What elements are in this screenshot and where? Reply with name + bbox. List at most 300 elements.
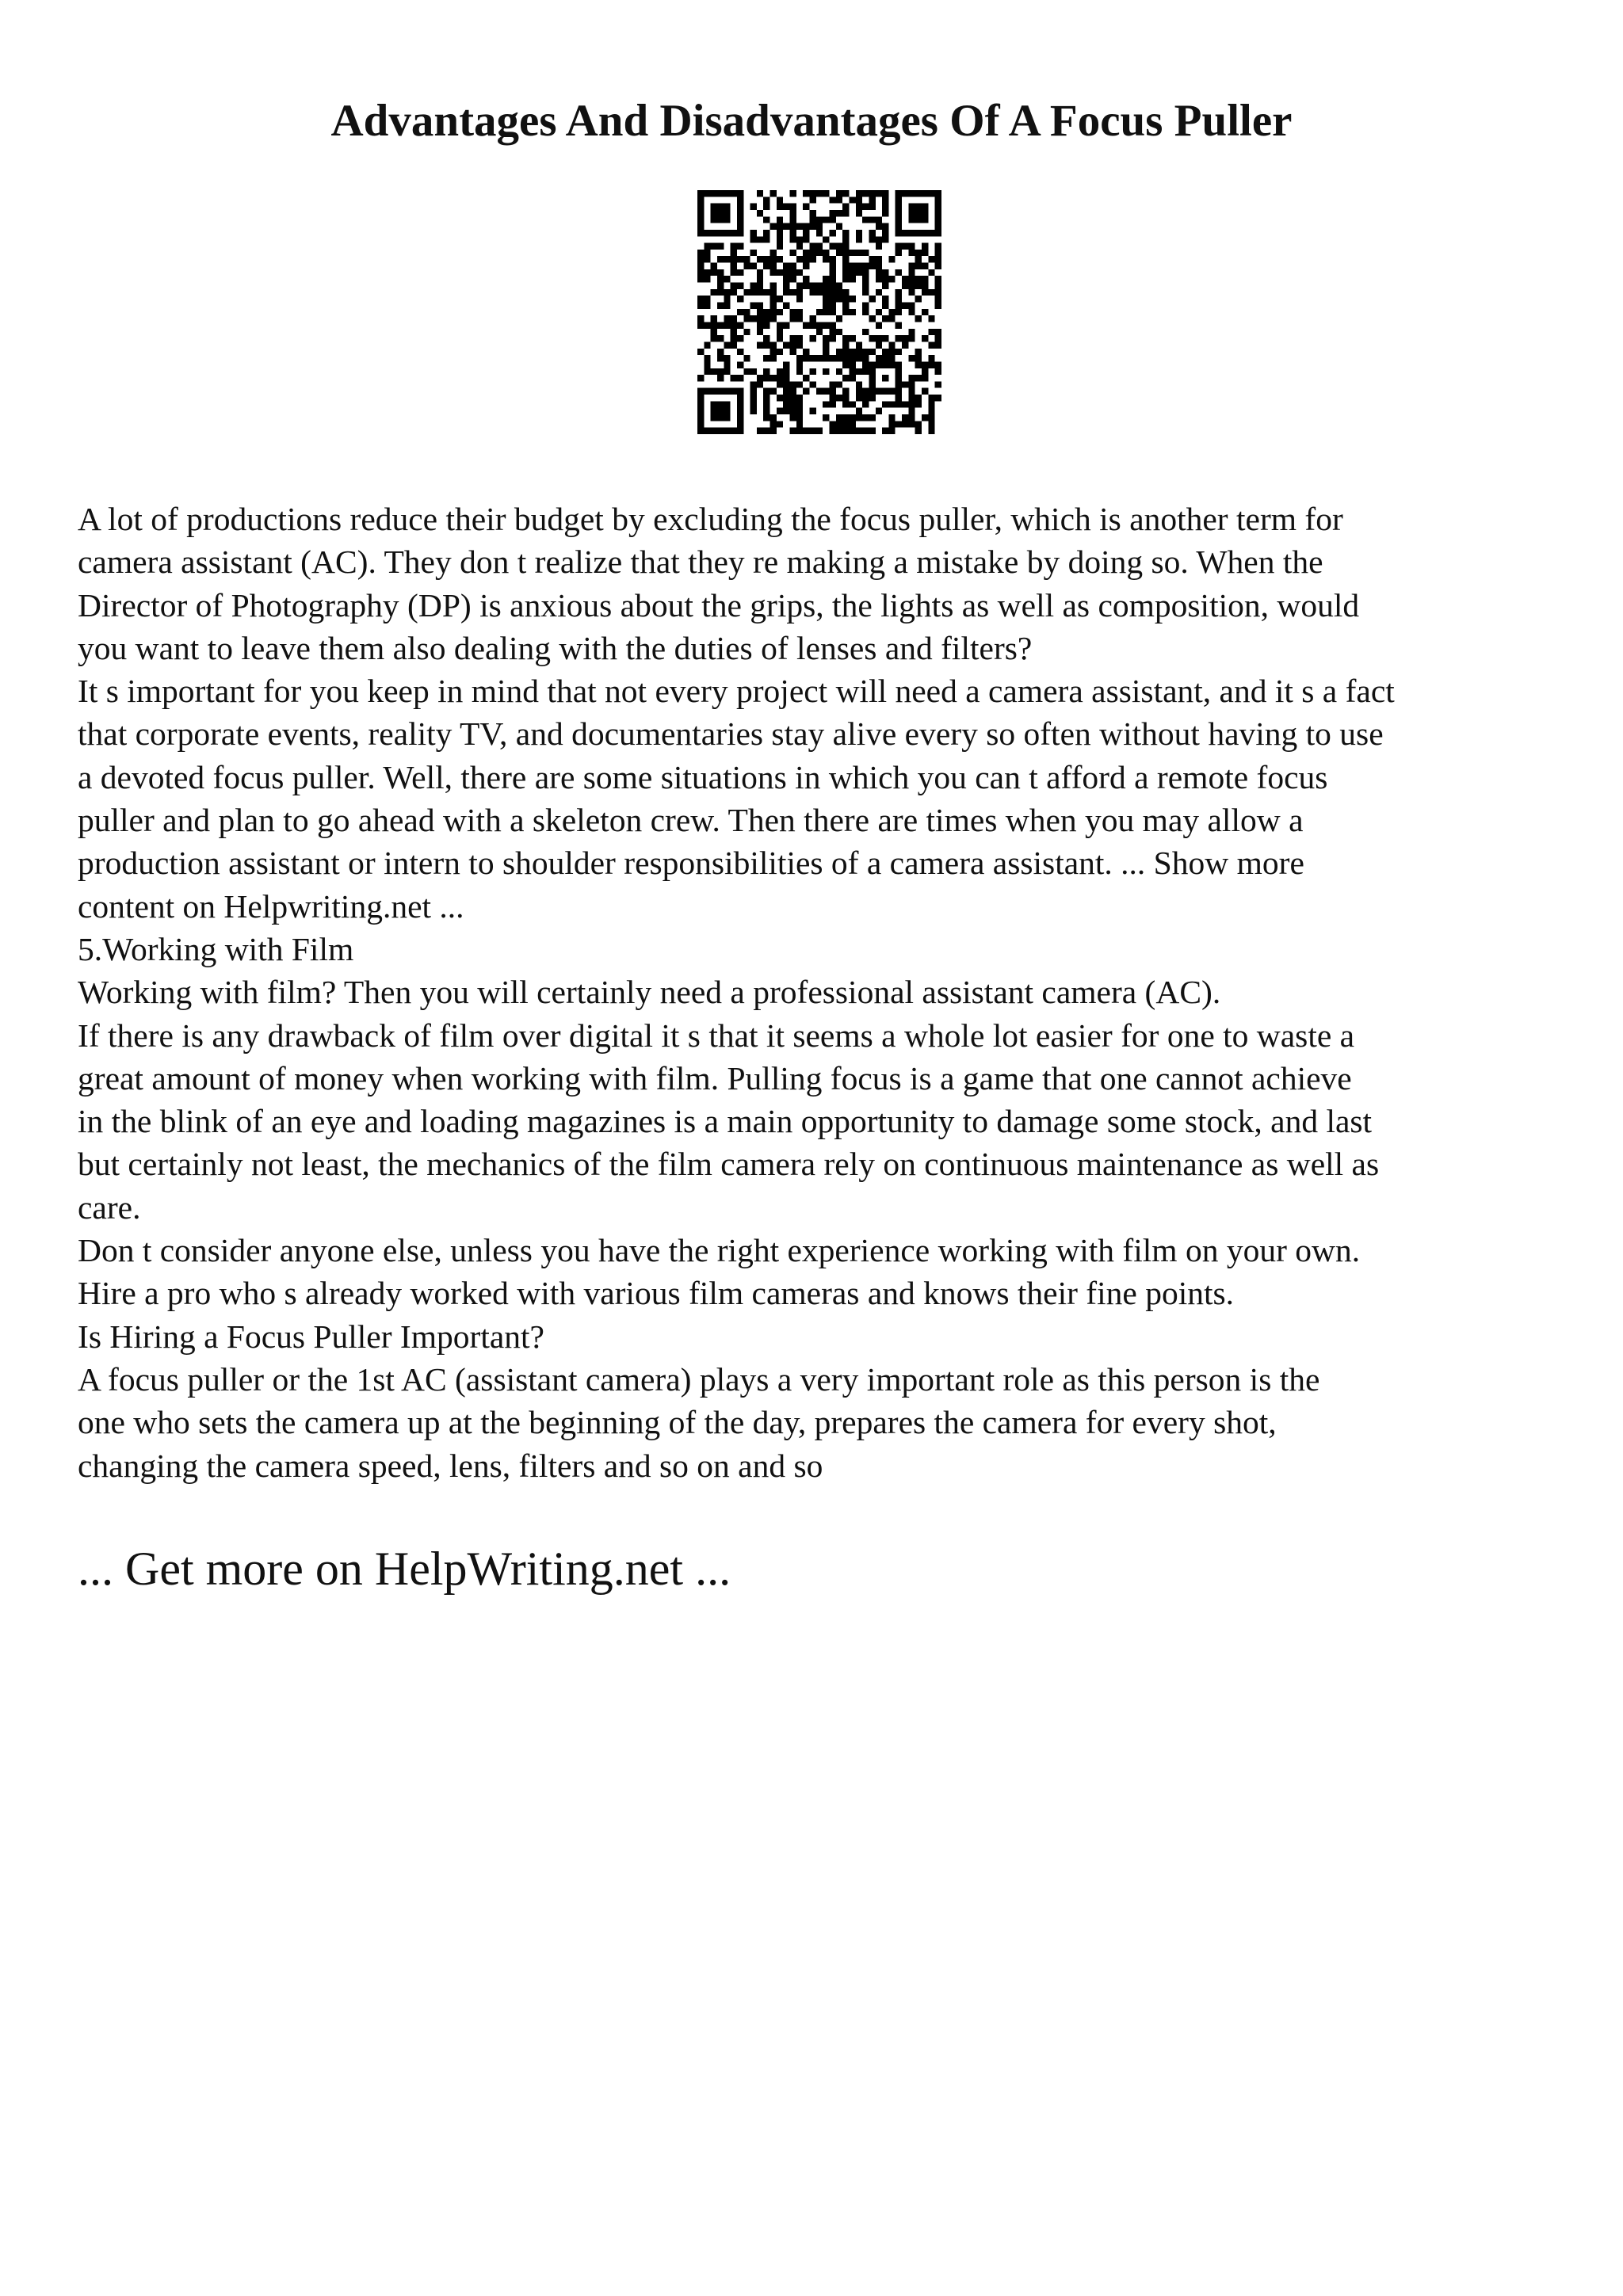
qr-module xyxy=(803,283,809,289)
qr-module xyxy=(908,190,915,196)
qr-module xyxy=(783,263,789,269)
qr-module xyxy=(777,236,783,242)
qr-module xyxy=(935,190,941,196)
qr-module xyxy=(711,329,717,335)
body-line: but certainly not least, the mechanics of the film camera rely on continuous maintenance as well as xyxy=(78,1146,1380,1183)
qr-module xyxy=(896,269,902,276)
qr-module xyxy=(876,236,882,242)
qr-module xyxy=(731,283,737,289)
qr-module xyxy=(810,289,816,296)
qr-module xyxy=(697,204,704,210)
qr-module xyxy=(724,414,730,421)
body-line: a devoted focus puller. Well, there are some situations in which you can t afford a remote focus xyxy=(78,758,1328,795)
qr-module xyxy=(724,256,730,262)
qr-module xyxy=(737,190,743,196)
qr-module xyxy=(704,361,710,368)
qr-module xyxy=(856,368,862,375)
qr-module xyxy=(935,341,941,348)
qr-module xyxy=(915,216,922,223)
qr-module xyxy=(796,243,803,250)
qr-module xyxy=(737,296,743,302)
qr-module xyxy=(731,341,737,348)
qr-module xyxy=(724,190,730,196)
qr-module xyxy=(829,243,835,250)
qr-module xyxy=(869,388,875,395)
qr-module xyxy=(810,408,816,414)
qr-module xyxy=(803,375,809,381)
qr-module xyxy=(915,421,922,427)
qr-module xyxy=(882,335,888,341)
qr-module xyxy=(790,414,796,421)
qr-module xyxy=(896,309,902,315)
qr-module xyxy=(704,230,710,236)
qr-module xyxy=(770,309,777,315)
qr-module xyxy=(915,230,922,236)
qr-module xyxy=(836,250,842,256)
qr-module xyxy=(896,322,902,328)
qr-module xyxy=(902,381,908,387)
qr-module xyxy=(757,375,763,381)
qr-module xyxy=(810,428,816,434)
qr-module xyxy=(783,341,789,348)
qr-module xyxy=(869,395,875,401)
qr-module xyxy=(757,289,763,296)
qr-module xyxy=(823,250,829,256)
qr-module xyxy=(882,349,888,355)
qr-module xyxy=(757,269,763,276)
qr-module xyxy=(790,335,796,341)
qr-module xyxy=(896,223,902,230)
qr-module xyxy=(935,263,941,269)
qr-module xyxy=(882,315,888,322)
qr-module xyxy=(757,309,763,315)
qr-module xyxy=(810,335,816,341)
qr-module xyxy=(803,223,809,230)
qr-module xyxy=(737,230,743,236)
qr-module xyxy=(763,263,769,269)
qr-module xyxy=(882,236,888,242)
qr-module xyxy=(842,309,849,315)
qr-module xyxy=(823,256,829,262)
qr-module xyxy=(896,190,902,196)
qr-module xyxy=(790,236,796,242)
qr-module xyxy=(737,256,743,262)
qr-module xyxy=(697,414,704,421)
qr-module xyxy=(908,375,915,381)
qr-module xyxy=(790,395,796,401)
qr-module xyxy=(697,223,704,230)
qr-module xyxy=(836,421,842,427)
qr-module xyxy=(790,216,796,223)
qr-module xyxy=(896,401,902,407)
qr-module xyxy=(882,230,888,236)
qr-module xyxy=(803,428,809,434)
qr-module xyxy=(876,256,882,262)
qr-module xyxy=(922,361,928,368)
qr-module xyxy=(869,414,875,421)
qr-module xyxy=(908,216,915,223)
qr-module xyxy=(711,322,717,328)
qr-module xyxy=(829,322,835,328)
qr-module xyxy=(763,289,769,296)
qr-module xyxy=(869,335,875,341)
qr-module xyxy=(869,375,875,381)
qr-module xyxy=(876,388,882,395)
qr-module xyxy=(935,204,941,210)
qr-module xyxy=(743,263,750,269)
qr-module xyxy=(842,204,849,210)
qr-module xyxy=(935,296,941,302)
qr-module xyxy=(796,309,803,315)
qr-module xyxy=(915,250,922,256)
qr-module xyxy=(856,388,862,395)
qr-module xyxy=(882,296,888,302)
qr-module xyxy=(896,250,902,256)
qr-module xyxy=(896,204,902,210)
qr-module xyxy=(704,276,710,282)
qr-module xyxy=(842,361,849,368)
qr-module xyxy=(922,210,928,216)
qr-module xyxy=(750,401,757,407)
qr-module xyxy=(731,230,737,236)
qr-module xyxy=(737,375,743,381)
qr-module xyxy=(856,269,862,276)
qr-module xyxy=(902,341,908,348)
qr-module xyxy=(836,196,842,203)
qr-module xyxy=(935,395,941,401)
qr-module xyxy=(803,388,809,395)
qr-module xyxy=(731,375,737,381)
qr-module xyxy=(757,256,763,262)
qr-module xyxy=(816,216,823,223)
qr-module xyxy=(777,329,783,335)
qr-module xyxy=(908,414,915,421)
qr-module xyxy=(856,204,862,210)
qr-module xyxy=(882,388,888,395)
qr-module xyxy=(908,289,915,296)
qr-module xyxy=(849,401,855,407)
qr-module xyxy=(896,303,902,309)
qr-module xyxy=(777,204,783,210)
qr-module xyxy=(862,263,869,269)
qr-module xyxy=(757,329,763,335)
qr-module xyxy=(823,368,829,375)
qr-module xyxy=(856,210,862,216)
qr-module xyxy=(743,355,750,361)
qr-module xyxy=(882,276,888,282)
qr-module xyxy=(862,361,869,368)
qr-module xyxy=(882,283,888,289)
qr-module xyxy=(704,355,710,361)
qr-module xyxy=(724,361,730,368)
qr-module xyxy=(836,223,842,230)
qr-module xyxy=(896,368,902,375)
qr-module xyxy=(836,381,842,387)
qr-module xyxy=(829,309,835,315)
qr-module xyxy=(888,428,895,434)
qr-module xyxy=(922,243,928,250)
qr-module xyxy=(796,414,803,421)
qr-module xyxy=(829,210,835,216)
qr-module xyxy=(717,216,724,223)
qr-module xyxy=(836,368,842,375)
qr-module xyxy=(829,276,835,282)
qr-module xyxy=(896,216,902,223)
qr-module xyxy=(711,230,717,236)
qr-module xyxy=(882,355,888,361)
qr-module xyxy=(796,223,803,230)
qr-module xyxy=(888,355,895,361)
qr-module xyxy=(862,395,869,401)
qr-module xyxy=(856,408,862,414)
body-line: production assistant or intern to shoulder responsibilities of a camera assistant. ... Show more xyxy=(78,845,1304,882)
qr-module xyxy=(862,329,869,335)
qr-module xyxy=(763,315,769,322)
qr-module xyxy=(724,355,730,361)
qr-module xyxy=(876,269,882,276)
qr-module xyxy=(796,283,803,289)
qr-module xyxy=(849,250,855,256)
qr-module xyxy=(737,408,743,414)
qr-module xyxy=(790,309,796,315)
qr-module xyxy=(922,283,928,289)
qr-module xyxy=(856,349,862,355)
qr-module xyxy=(876,355,882,361)
qr-module xyxy=(803,276,809,282)
qr-module xyxy=(915,315,922,322)
qr-module xyxy=(731,388,737,395)
qr-module xyxy=(763,395,769,401)
qr-module xyxy=(896,381,902,387)
qr-module xyxy=(711,315,717,322)
qr-module xyxy=(849,196,855,203)
qr-module xyxy=(869,349,875,355)
qr-module xyxy=(770,250,777,256)
qr-module xyxy=(790,349,796,355)
qr-module xyxy=(935,256,941,262)
qr-module xyxy=(724,322,730,328)
qr-module xyxy=(796,341,803,348)
qr-module xyxy=(896,349,902,355)
qr-module xyxy=(842,395,849,401)
qr-module xyxy=(803,263,809,269)
qr-module xyxy=(908,329,915,335)
qr-module xyxy=(829,296,835,302)
qr-module xyxy=(908,263,915,269)
qr-module xyxy=(876,263,882,269)
qr-module xyxy=(711,414,717,421)
qr-module xyxy=(922,216,928,223)
qr-module xyxy=(777,381,783,387)
body-line: Working with film? Then you will certainly need a professional assistant camera (AC). xyxy=(78,974,1221,1011)
qr-module xyxy=(915,190,922,196)
qr-module xyxy=(783,204,789,210)
qr-module xyxy=(908,395,915,401)
body-line: in the blink of an eye and loading magazines is a main opportunity to damage some stock, and last xyxy=(78,1103,1373,1140)
qr-module xyxy=(777,368,783,375)
qr-module xyxy=(829,335,835,341)
qr-module xyxy=(935,303,941,309)
qr-module xyxy=(731,256,737,262)
qr-module xyxy=(810,355,816,361)
qr-module xyxy=(777,322,783,328)
qr-module xyxy=(737,210,743,216)
qr-module xyxy=(842,388,849,395)
qr-module xyxy=(908,335,915,341)
qr-module xyxy=(915,395,922,401)
qr-module xyxy=(816,283,823,289)
qr-module xyxy=(915,263,922,269)
qr-module xyxy=(908,388,915,395)
qr-module xyxy=(902,283,908,289)
qr-module xyxy=(810,250,816,256)
qr-module xyxy=(790,408,796,414)
qr-module xyxy=(849,263,855,269)
qr-module xyxy=(888,361,895,368)
qr-module xyxy=(902,401,908,407)
qr-module xyxy=(731,190,737,196)
qr-module xyxy=(704,428,710,434)
qr-module xyxy=(869,236,875,242)
qr-module xyxy=(697,349,704,355)
qr-module xyxy=(717,388,724,395)
qr-module xyxy=(876,289,882,296)
qr-module xyxy=(711,428,717,434)
qr-module xyxy=(849,296,855,302)
qr-module xyxy=(790,269,796,276)
qr-module xyxy=(862,401,869,407)
qr-module xyxy=(862,368,869,375)
qr-module xyxy=(731,269,737,276)
qr-module xyxy=(697,303,704,309)
qr-module xyxy=(737,401,743,407)
qr-module xyxy=(777,243,783,250)
qr-module xyxy=(770,223,777,230)
qr-module xyxy=(908,408,915,414)
qr-module xyxy=(849,349,855,355)
qr-module xyxy=(810,210,816,216)
qr-module xyxy=(836,243,842,250)
qr-module xyxy=(743,329,750,335)
qr-module xyxy=(697,190,704,196)
qr-module xyxy=(724,408,730,414)
qr-module xyxy=(842,210,849,216)
qr-module xyxy=(836,414,842,421)
qr-module xyxy=(783,368,789,375)
qr-module xyxy=(810,223,816,230)
qr-module xyxy=(750,250,757,256)
qr-module xyxy=(796,269,803,276)
qr-module xyxy=(882,223,888,230)
qr-module xyxy=(717,322,724,328)
qr-module xyxy=(704,296,710,302)
qr-module xyxy=(724,401,730,407)
qr-module xyxy=(896,361,902,368)
qr-module xyxy=(836,428,842,434)
qr-module xyxy=(829,421,835,427)
qr-module xyxy=(842,250,849,256)
qr-module xyxy=(777,269,783,276)
qr-module xyxy=(717,269,724,276)
qr-module xyxy=(711,335,717,341)
qr-module xyxy=(737,196,743,203)
qr-module xyxy=(862,414,869,421)
qr-module xyxy=(935,368,941,375)
qr-module xyxy=(724,210,730,216)
qr-module xyxy=(816,289,823,296)
qr-module xyxy=(783,269,789,276)
qr-module xyxy=(711,368,717,375)
qr-module xyxy=(796,315,803,322)
qr-module xyxy=(737,204,743,210)
qr-module xyxy=(777,196,783,203)
qr-module xyxy=(882,303,888,309)
qr-module xyxy=(790,263,796,269)
qr-module xyxy=(869,216,875,223)
qr-module xyxy=(869,196,875,203)
qr-module xyxy=(888,309,895,315)
qr-module xyxy=(711,289,717,296)
qr-module xyxy=(711,263,717,269)
qr-module xyxy=(750,381,757,387)
qr-module xyxy=(717,190,724,196)
qr-module xyxy=(869,428,875,434)
qr-module xyxy=(770,388,777,395)
qr-module xyxy=(902,421,908,427)
qr-module xyxy=(796,355,803,361)
qr-module xyxy=(770,190,777,196)
qr-module xyxy=(869,381,875,387)
qr-module xyxy=(869,190,875,196)
qr-module xyxy=(731,428,737,434)
get-more-link[interactable]: ... Get more on HelpWriting.net ... xyxy=(78,1543,731,1595)
qr-module xyxy=(803,355,809,361)
qr-module xyxy=(717,283,724,289)
qr-module xyxy=(836,395,842,401)
qr-module xyxy=(915,283,922,289)
qr-module xyxy=(882,190,888,196)
qr-module xyxy=(829,329,835,335)
qr-module xyxy=(763,230,769,236)
qr-module xyxy=(697,210,704,216)
qr-module xyxy=(796,381,803,387)
qr-module xyxy=(836,349,842,355)
qr-module xyxy=(849,309,855,315)
qr-module xyxy=(908,269,915,276)
qr-module xyxy=(717,276,724,282)
body-line: A lot of productions reduce their budget by excluding the focus puller, which is another term for xyxy=(78,501,1343,537)
qr-module xyxy=(697,375,704,381)
qr-module xyxy=(717,303,724,309)
qr-module xyxy=(777,216,783,223)
body-line: changing the camera speed, lens, filters and so on and so xyxy=(78,1447,823,1484)
qr-module xyxy=(836,296,842,302)
qr-module xyxy=(724,296,730,302)
qr-module xyxy=(842,256,849,262)
qr-module xyxy=(816,230,823,236)
qr-module xyxy=(856,190,862,196)
qr-module xyxy=(928,414,934,421)
qr-module xyxy=(796,421,803,427)
qr-module xyxy=(717,368,724,375)
qr-module xyxy=(928,421,934,427)
qr-module xyxy=(704,368,710,375)
qr-module xyxy=(823,355,829,361)
qr-module xyxy=(763,388,769,395)
qr-module xyxy=(697,269,704,276)
qr-module xyxy=(876,361,882,368)
qr-module xyxy=(829,283,835,289)
